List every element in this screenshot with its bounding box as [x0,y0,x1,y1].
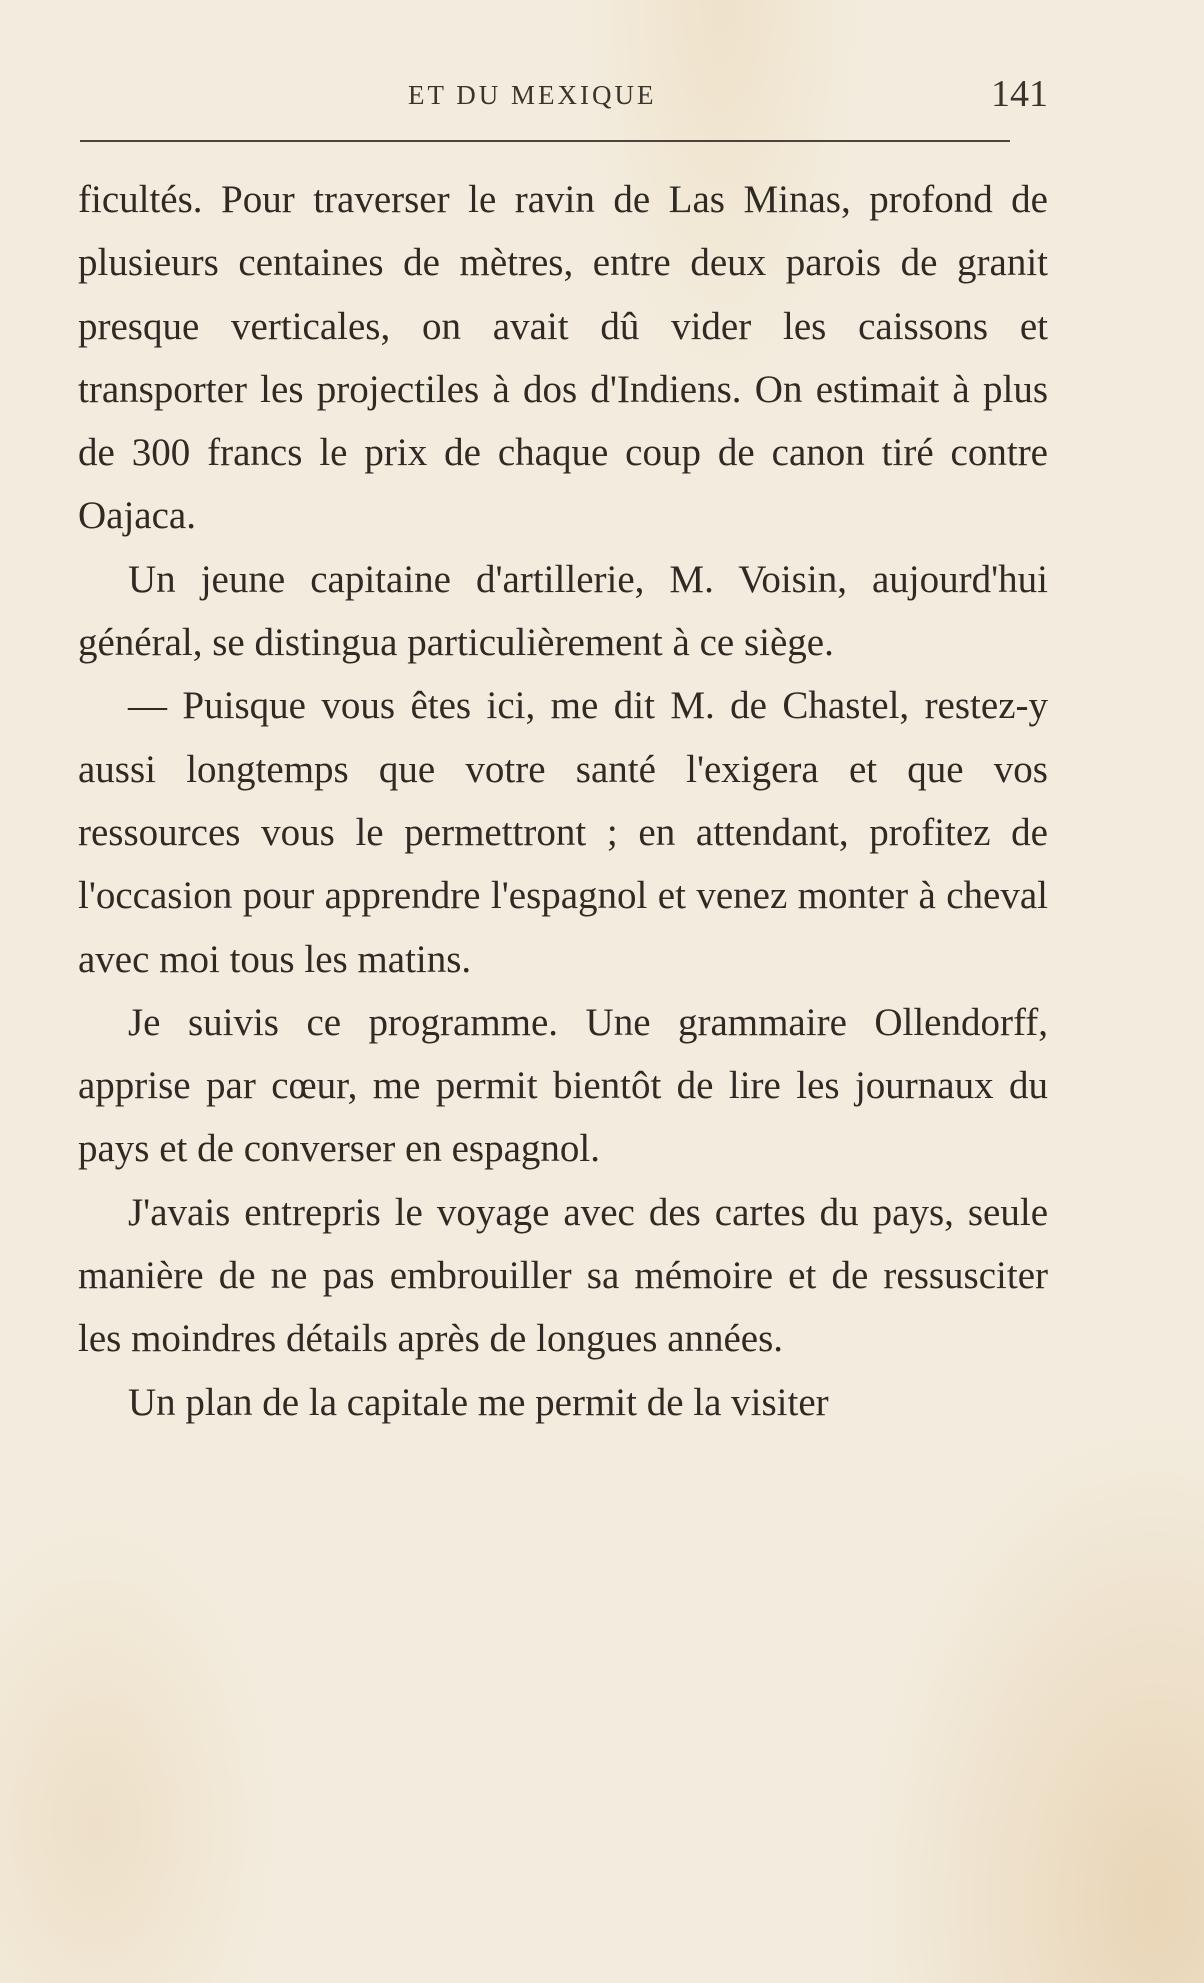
paragraph: Un plan de la capitale me permit de la visiter [128,1380,829,1424]
paragraph: — Puisque vous êtes ici, me dit M. de Chastel, restez-y aussi longtemps que votre santé l'exigera et que vos ressources vous le permettront ; en attendant, profitez de l'occasion pour apprendre l'espagnol et venez monter à cheval avec moi tous les matins. [78,684,1048,981]
paragraph: Un jeune capitaine d'artillerie, M. Voisin, aujourd'hui général, se distingua particulièrement à ce siège. [78,557,1048,665]
body-text [78,168,1048,1434]
page-number: 141 [991,73,1048,115]
paragraph: Je suivis ce programme. Une grammaire Ollendorff, apprise par cœur, me permit bientôt de lire les journaux du pays et de converser en espagnol. [78,1000,1048,1171]
paragraph: ficultés. Pour traverser le ravin de Las Minas, profond de plusieurs centaines de mètres, entre deux parois de granit presque verticales, on avait dû vider les caissons et transporter les projectiles à dos d'Indiens. On estimait à plus de 300 francs le prix de chaque coup de canon tiré contre Oajaca. [78,178,1048,538]
running-title: ET DU MEXIQUE [408,80,657,110]
paragraph: J'avais entrepris le voyage avec des cartes du pays, seule manière de ne pas embrouiller sa mémoire et de ressusciter les moindres détails après de longues années. [78,1190,1048,1361]
header-rule [80,140,1010,142]
page-header [78,72,1048,122]
